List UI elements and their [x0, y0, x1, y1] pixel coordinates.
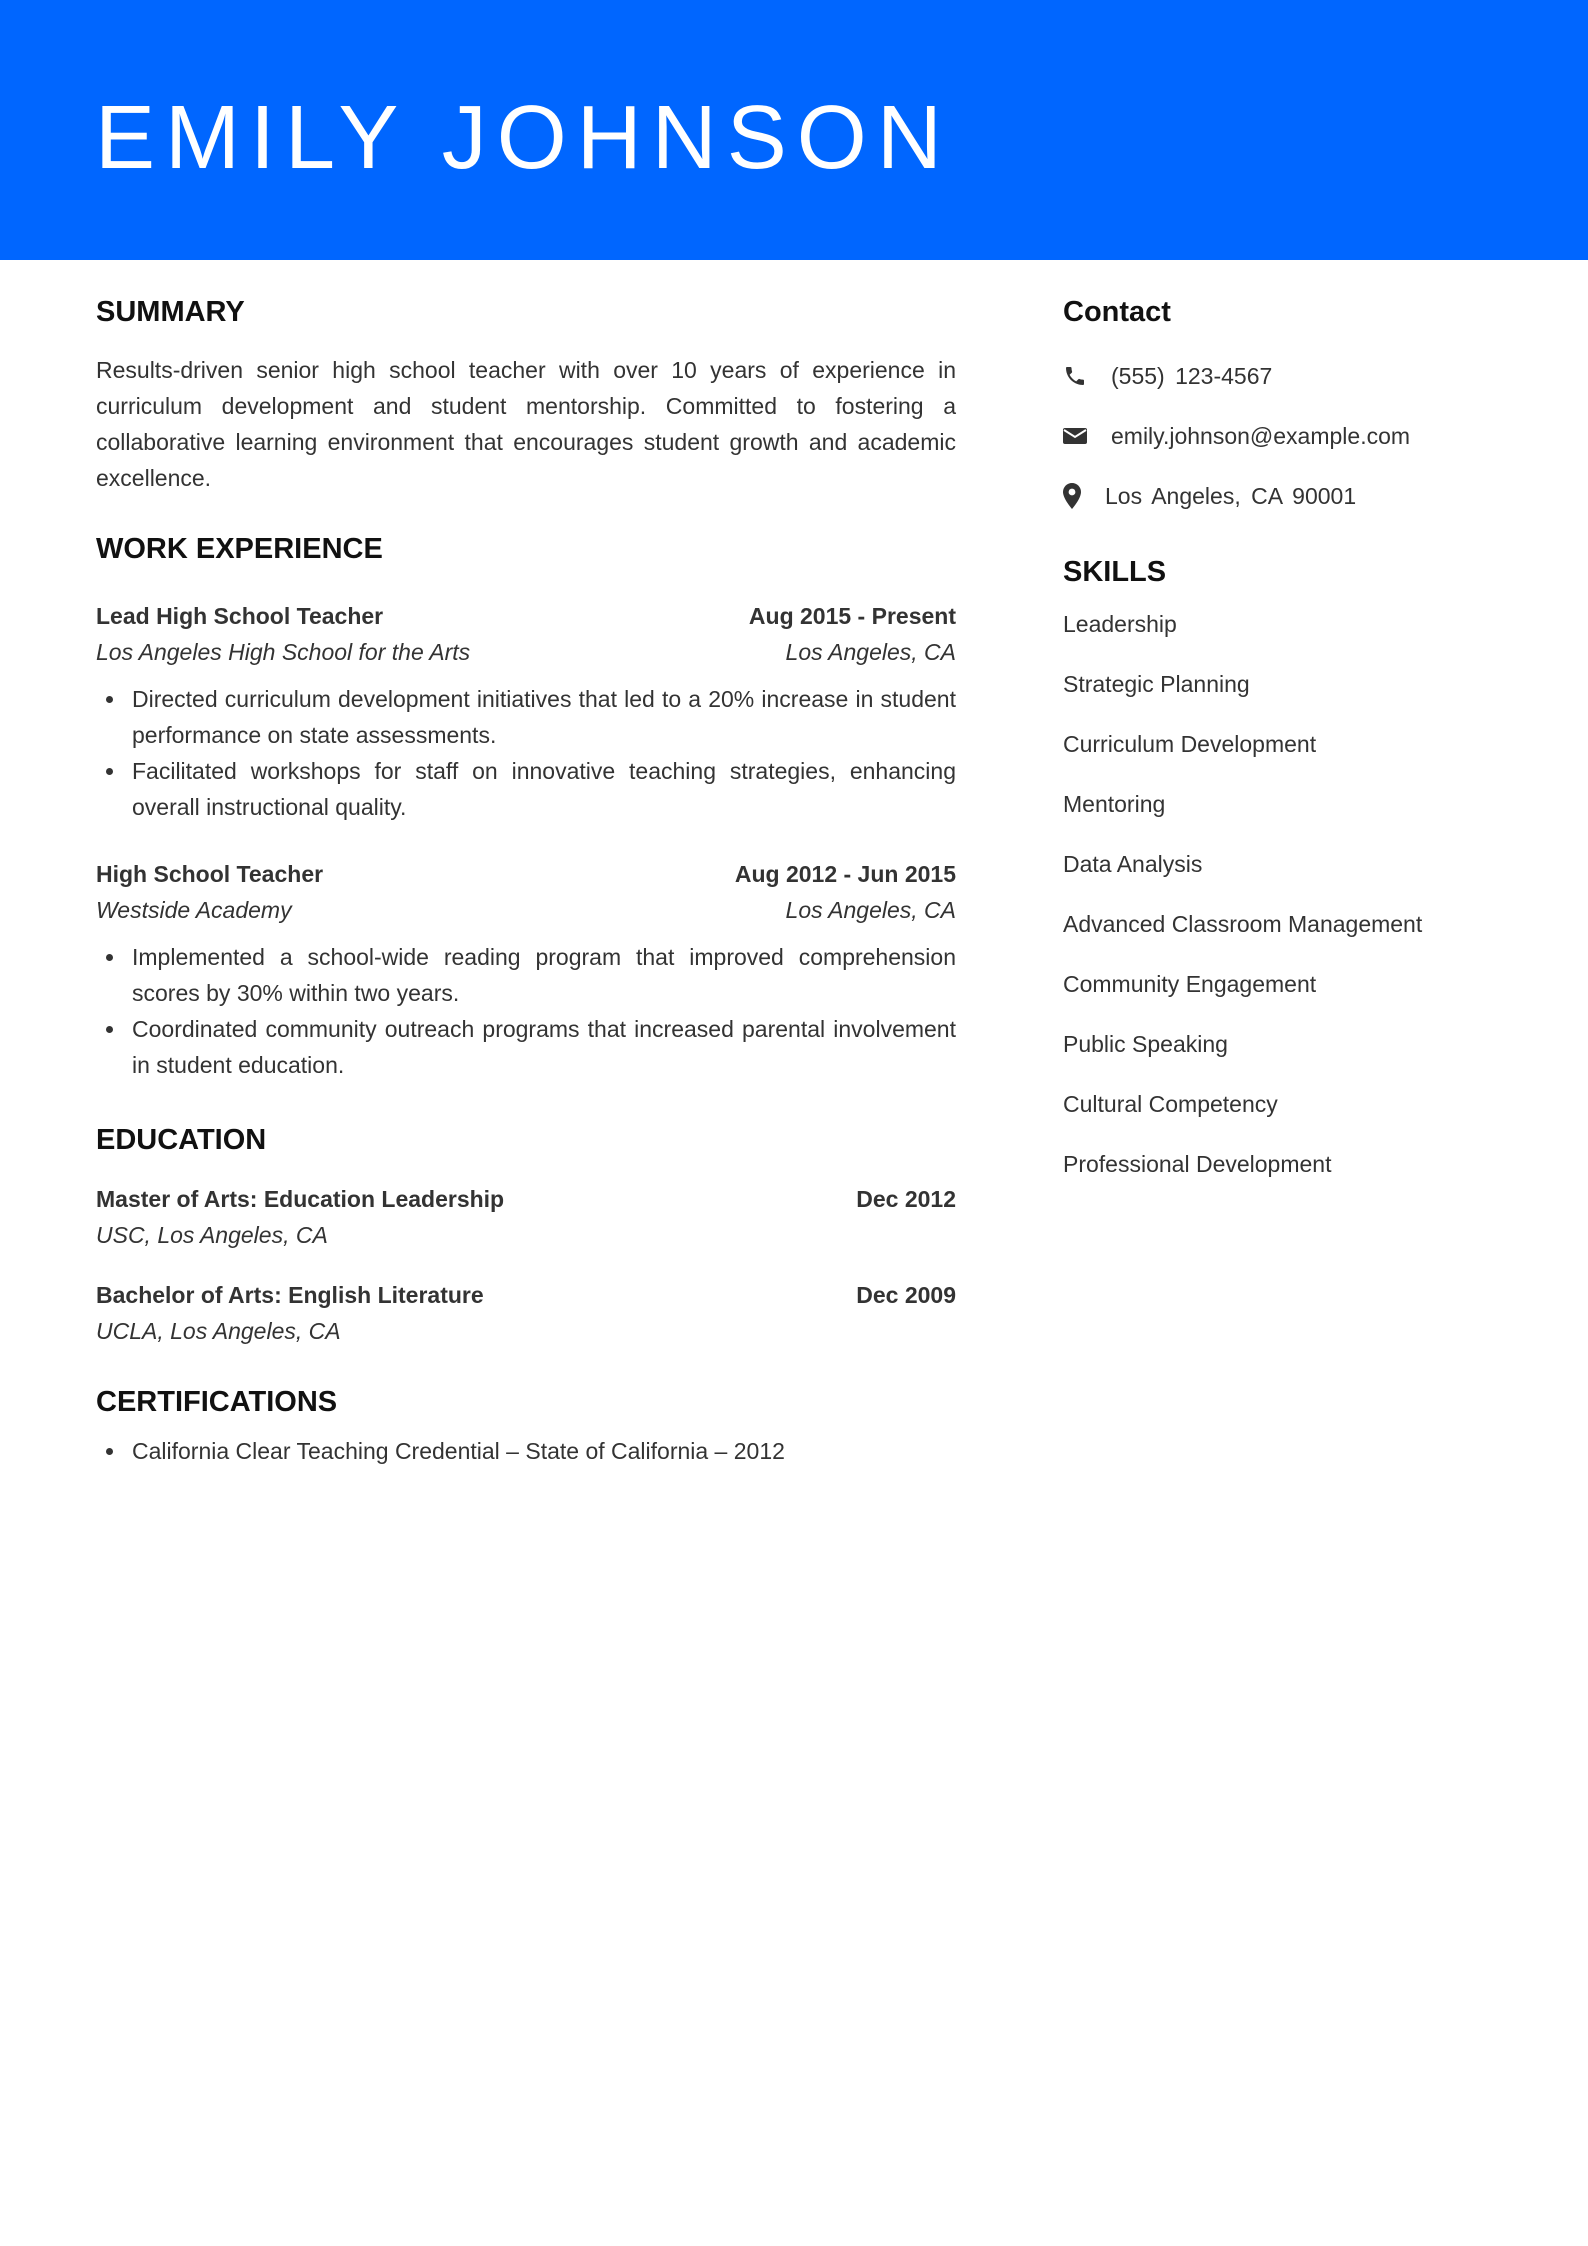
skill-item: Cultural Competency [1063, 1091, 1278, 1117]
email-address: emily.johnson@example.com [1111, 422, 1411, 449]
skill-item: Advanced Classroom Management [1063, 911, 1423, 937]
job-entry [96, 598, 956, 825]
job-location: Los Angeles, CA [785, 639, 956, 665]
job-title: Lead High School Teacher [96, 603, 384, 629]
job-dates: Aug 2012 - Jun 2015 [734, 861, 956, 887]
work-experience-heading: WORK EXPERIENCE [96, 533, 383, 565]
candidate-name: EMILY JOHNSON [95, 88, 952, 188]
map-marker-icon [1063, 478, 1105, 514]
skills-heading: SKILLS [1063, 556, 1167, 588]
bullet-text: Implemented a school-wide reading program that improved comprehension scores by 30% within two years. [132, 944, 956, 1006]
job-dates: Aug 2015 - Present [748, 603, 956, 629]
main-column [96, 292, 956, 1469]
bullet-dot [106, 1026, 113, 1033]
job-entry [96, 856, 956, 1083]
skill-item: Curriculum Development [1063, 731, 1317, 757]
list-item [96, 1433, 956, 1469]
list-item [96, 1011, 956, 1083]
degree-date: Dec 2009 [856, 1282, 956, 1308]
contact-location [1063, 478, 1523, 514]
list-item [96, 681, 956, 753]
job-bullets [96, 681, 956, 825]
certifications-list [96, 1433, 956, 1469]
bullet-dot [106, 768, 113, 775]
certifications-heading: CERTIFICATIONS [96, 1386, 338, 1418]
skill-item: Leadership [1063, 611, 1177, 637]
education-entry [96, 1277, 956, 1349]
bullet-dot [106, 954, 113, 961]
contact-email [1063, 418, 1523, 454]
job-employer: Los Angeles High School for the Arts [96, 639, 471, 665]
skill-item: Professional Development [1063, 1151, 1332, 1177]
certification-text: California Clear Teaching Credential – State of California – 2012 [132, 1438, 785, 1464]
skill-item: Community Engagement [1063, 971, 1317, 997]
summary-text: Results-driven senior high school teacher with over 10 years of experience in curriculum development and student mentorship. Committed to fostering a collaborative learning environment that encourages student growth and academic excellence. [96, 357, 956, 491]
skill-item: Public Speaking [1063, 1031, 1228, 1057]
skill-item: Strategic Planning [1063, 671, 1250, 697]
skill-item: Data Analysis [1063, 851, 1203, 877]
phone-number: (555) 123-4567 [1111, 362, 1273, 389]
contact-heading: Contact [1063, 296, 1171, 328]
header-banner [0, 0, 1588, 260]
bullet-dot [106, 696, 113, 703]
school-name: USC, Los Angeles, CA [96, 1222, 328, 1248]
sidebar-column [1063, 292, 1523, 1206]
list-item [96, 939, 956, 1011]
degree-name: Master of Arts: Education Leadership [96, 1186, 505, 1212]
bullet-text: Coordinated community outreach programs that increased parental involvement in student education. [132, 1016, 956, 1078]
list-item [96, 753, 956, 825]
bullet-text: Facilitated workshops for staff on innovative teaching strategies, enhancing overall instructional quality. [132, 758, 956, 820]
contact-list [1063, 358, 1523, 514]
bullet-dot [106, 1448, 113, 1455]
summary-heading: SUMMARY [96, 296, 245, 328]
bullet-text: Directed curriculum development initiatives that led to a 20% increase in student performance on state assessments. [132, 686, 956, 748]
skill-item: Mentoring [1063, 791, 1166, 817]
phone-icon [1063, 358, 1111, 394]
education-heading: EDUCATION [96, 1124, 267, 1156]
contact-phone [1063, 358, 1523, 394]
job-title: High School Teacher [96, 861, 324, 887]
skills-list [1063, 606, 1523, 1182]
job-employer: Westside Academy [96, 897, 292, 923]
job-bullets [96, 939, 956, 1083]
degree-date: Dec 2012 [856, 1186, 956, 1212]
education-entry [96, 1181, 956, 1253]
job-location: Los Angeles, CA [785, 897, 956, 923]
location-text: Los Angeles, CA 90001 [1105, 482, 1357, 509]
envelope-icon [1063, 418, 1111, 454]
degree-name: Bachelor of Arts: English Literature [96, 1282, 484, 1308]
school-name: UCLA, Los Angeles, CA [96, 1318, 341, 1344]
